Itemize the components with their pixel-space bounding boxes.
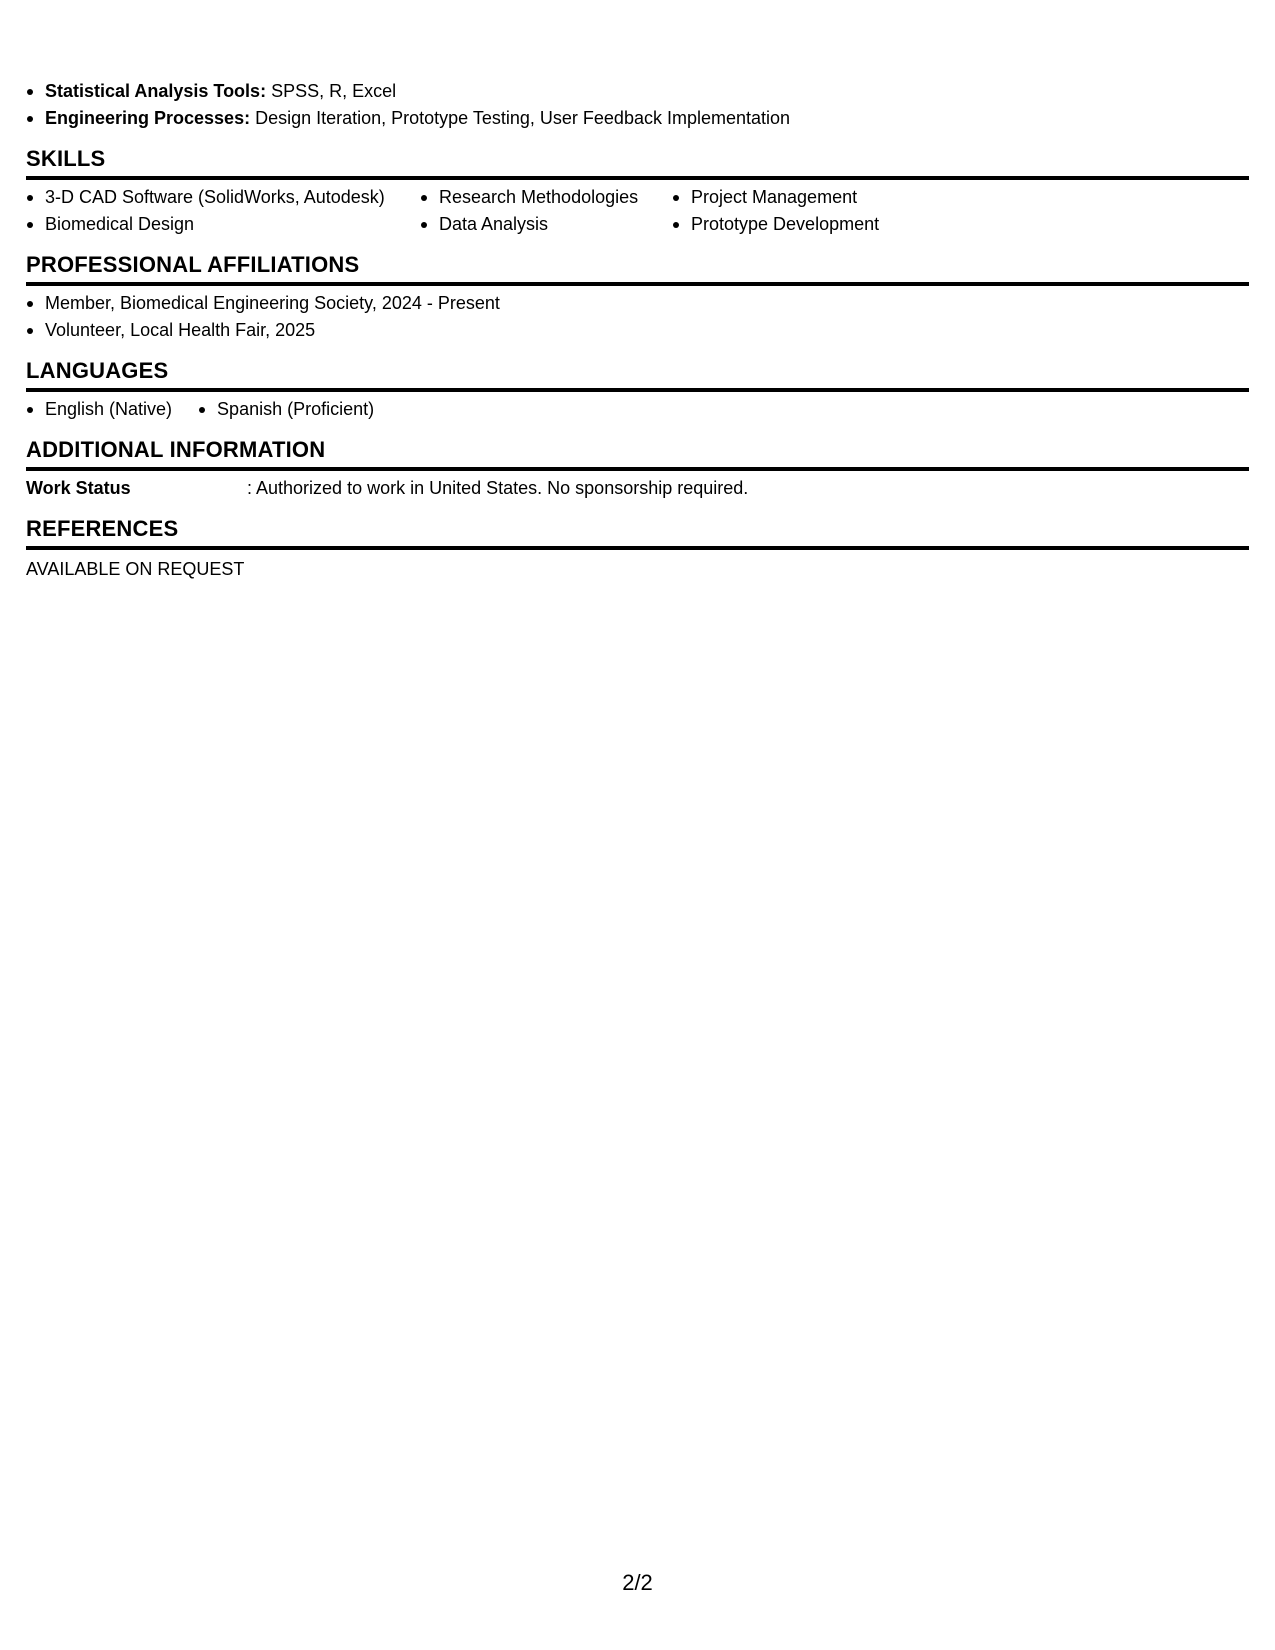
item-value: SPSS, R, Excel <box>266 81 397 101</box>
list-item <box>26 78 1249 105</box>
resume-page <box>26 78 1249 583</box>
work-status-row <box>26 475 1249 502</box>
section-heading: LANGUAGES <box>26 356 1249 392</box>
tools-list <box>26 78 1249 132</box>
section-heading: SKILLS <box>26 144 1249 180</box>
page-number: 2/2 <box>622 1570 653 1595</box>
item-value: Design Iteration, Prototype Testing, User Feedback Implementation <box>250 108 791 128</box>
section-heading: PROFESSIONAL AFFILIATIONS <box>26 250 1249 286</box>
list-item: Project Management <box>672 184 972 211</box>
skills-section <box>26 144 1249 238</box>
skills-grid <box>26 184 1249 238</box>
list-item: Biomedical Design <box>26 211 420 238</box>
skills-column <box>26 184 420 238</box>
skills-column <box>672 184 972 238</box>
list-item: Data Analysis <box>420 211 672 238</box>
item-label: Engineering Processes: <box>45 108 251 128</box>
list-item: English (Native) <box>26 396 172 423</box>
skills-column <box>420 184 672 238</box>
affiliations-section <box>26 250 1249 344</box>
item-label: Statistical Analysis Tools: <box>45 81 267 101</box>
list-item <box>26 105 1249 132</box>
list-item: Member, Biomedical Engineering Society, 2024 - Present <box>26 290 1249 317</box>
references-section <box>26 514 1249 583</box>
references-text: AVAILABLE ON REQUEST <box>26 559 245 579</box>
section-heading: REFERENCES <box>26 514 1249 550</box>
list-item: Prototype Development <box>672 211 972 238</box>
list-item: Research Methodologies <box>420 184 672 211</box>
affiliations-list <box>26 290 1249 344</box>
languages-list <box>26 396 1249 423</box>
list-item: Volunteer, Local Health Fair, 2025 <box>26 317 1249 344</box>
list-item: 3-D CAD Software (SolidWorks, Autodesk) <box>26 184 420 211</box>
section-heading: ADDITIONAL INFORMATION <box>26 435 1249 471</box>
languages-section <box>26 356 1249 423</box>
list-item: Spanish (Proficient) <box>198 396 374 423</box>
work-status-value: : Authorized to work in United States. No sponsorship required. <box>247 478 749 498</box>
work-status-label: Work Status <box>26 478 131 498</box>
additional-info-section <box>26 435 1249 502</box>
